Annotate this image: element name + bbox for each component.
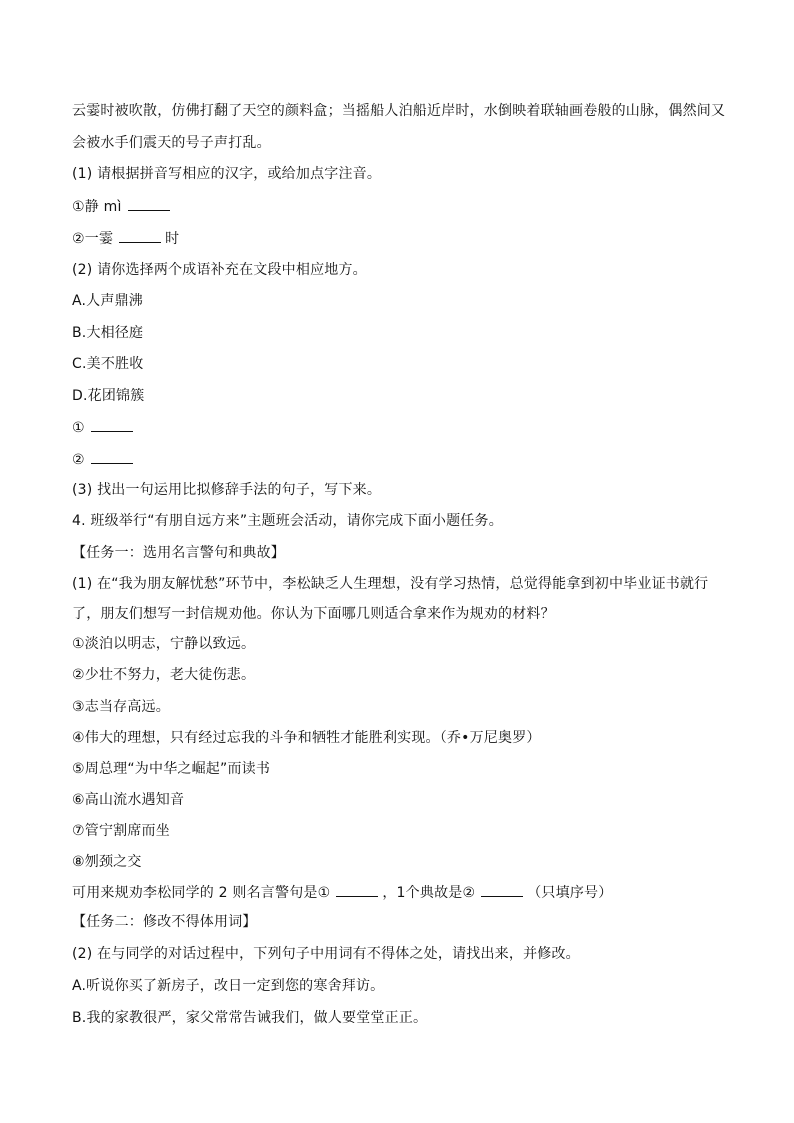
- material-8: ⑧刎颈之交: [72, 854, 142, 870]
- question-1: (1) 请根据拼音写相应的汉字，或给加点字注音。: [72, 166, 382, 182]
- material-6: ⑥高山流水遇知音: [72, 792, 185, 808]
- fill-in-text-b: ，1个典故是②: [382, 885, 476, 901]
- sentence-a: A.听说你买了新房子，改日一定到您的寒舍拜访。: [72, 978, 385, 994]
- material-5: ⑤周总理“为中华之崛起”而读书: [72, 761, 271, 777]
- question-4: 4. 班级举行“有朋自远方来”主题班会活动，请你完成下面小题任务。: [72, 513, 503, 529]
- fill-in-text-a: 可用来规劝李松同学的 2 则名言警句是①: [72, 885, 331, 901]
- material-2: ②少壮不努力，老大徒伤悲。: [72, 667, 256, 683]
- task-1-heading: 【任务一：选用名言警句和典故】: [72, 545, 285, 561]
- material-3: ③志当存高远。: [72, 699, 170, 715]
- option-a: A.人声鼎沸: [72, 293, 143, 309]
- task-1-question-line-2: 了，朋友们想写一封信规劝他。你认为下面哪几则适合拿来作为规劝的材料？: [72, 606, 555, 622]
- option-c: C.美不胜收: [72, 356, 144, 372]
- fill-in-line: [72, 882, 732, 903]
- answer-line-2: [72, 449, 732, 470]
- question-1-item-b-label: ②一霎: [72, 231, 114, 247]
- material-4: ④伟大的理想，只有经过忘我的斗争和牺牲才能胜利实现。（乔•万尼奥罗）: [72, 730, 541, 746]
- passage-line-1: 云霎时被吹散，仿佛打翻了天空的颜料盒；当摇船人泊船近岸时，水倒映着联轴画卷般的山脉，偶然间又: [72, 103, 726, 119]
- task-1-question-line-1: (1) 在“我为朋友解忧愁”环节中，李松缺乏人生理想，没有学习热情，总觉得能拿到初中毕业证书就行: [72, 576, 709, 592]
- question-3: (3) 找出一句运用比拟修辞手法的句子，写下来。: [72, 482, 382, 498]
- answer-blank[interactable]: [119, 228, 161, 243]
- answer-blank[interactable]: [336, 882, 378, 897]
- answer-line-1: [72, 417, 732, 438]
- answer-blank[interactable]: [481, 882, 523, 897]
- answer-blank[interactable]: [91, 417, 133, 432]
- question-1-item-b: [72, 228, 732, 249]
- answer-blank[interactable]: [128, 196, 170, 211]
- material-7: ⑦管宁割席而坐: [72, 823, 170, 839]
- question-1-item-b-suffix: 时: [165, 231, 180, 247]
- task-2-question: (2) 在与同学的对话过程中，下列句子中用词有不得体之处，请找出来，并修改。: [72, 946, 580, 962]
- task-2-heading: 【任务二：修改不得体用词】: [72, 914, 257, 930]
- option-d: D.花团锦簇: [72, 388, 145, 404]
- passage-line-2: 会被水手们震天的号子声打乱。: [72, 135, 271, 151]
- answer-line-1-label: ①: [72, 420, 85, 436]
- material-1: ①淡泊以明志，宁静以致远。: [72, 636, 256, 652]
- question-1-item-a-label: ①静 mì: [72, 199, 122, 215]
- option-b: B.大相径庭: [72, 325, 144, 341]
- answer-line-2-label: ②: [72, 452, 85, 468]
- fill-in-text-c: （只填序号）: [527, 885, 613, 901]
- question-2: (2) 请你选择两个成语补充在文段中相应地方。: [72, 262, 367, 278]
- answer-blank[interactable]: [91, 449, 133, 464]
- question-1-item-a: [72, 196, 732, 217]
- sentence-b: B.我的家教很严，家父常常告诫我们，做人要堂堂正正。: [72, 1010, 428, 1026]
